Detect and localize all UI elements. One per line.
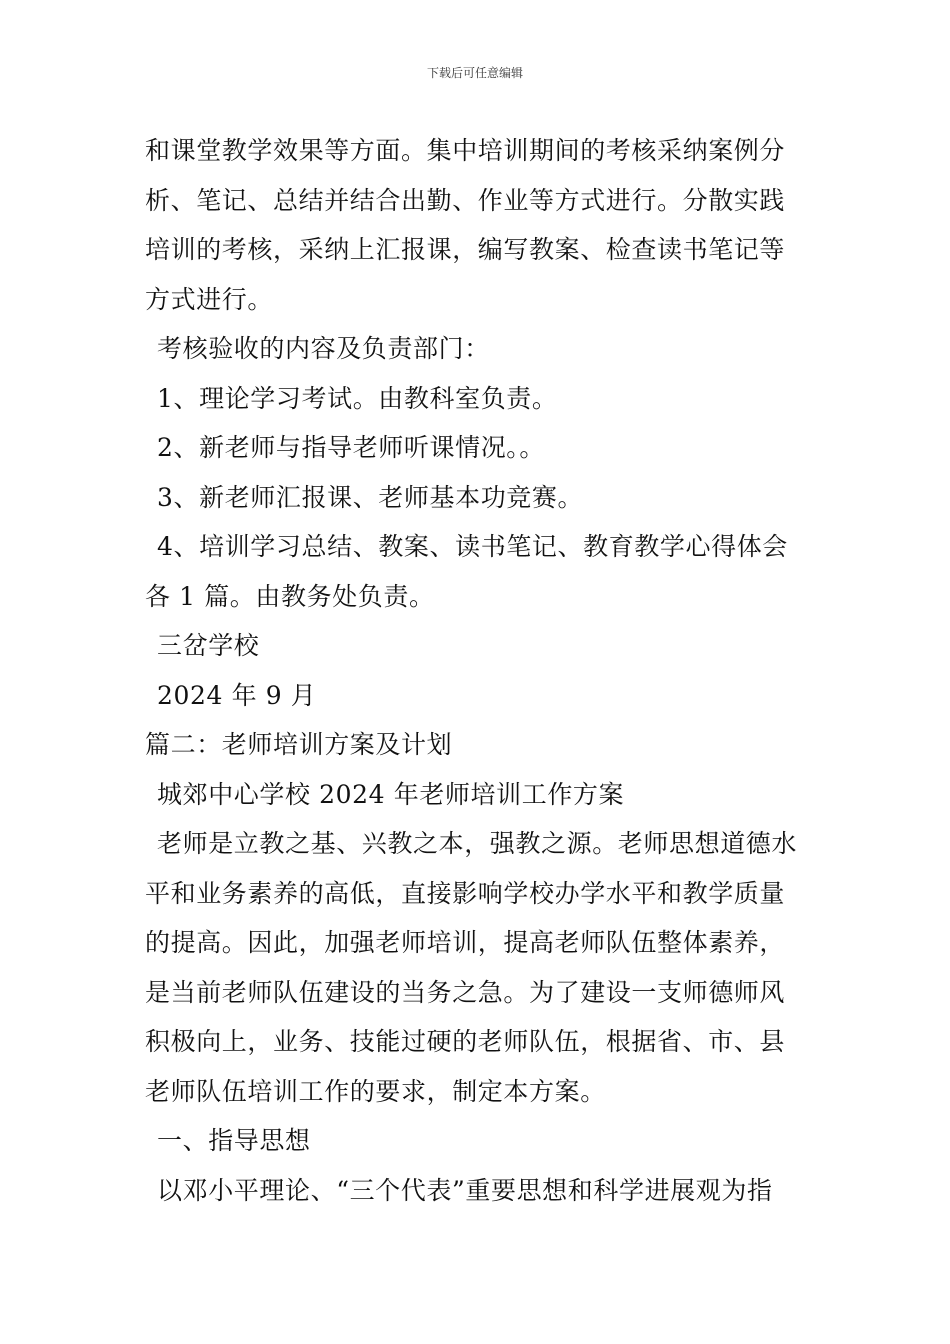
body-line: 培训的考核，采纳上汇报课，编写教案、检查读书笔记等: [145, 235, 786, 264]
signature-school: 三岔学校: [157, 631, 260, 660]
signature-date: 2024 年 9 月: [157, 680, 317, 710]
body-line: 方式进行。: [145, 284, 274, 314]
body-line: 的提高。因此，加强老师培训，提高老师队伍整体素养，: [145, 928, 786, 957]
body-line: 老师队伍培训工作的要求，制定本方案。: [145, 1076, 606, 1106]
list-item: 2、新老师与指导老师听课情况。。: [157, 433, 546, 462]
list-item: 1、理论学习考试。由教科室负责。: [157, 383, 558, 413]
body-line: 平和业务素养的高低，直接影响学校办学水平和教学质量: [145, 878, 786, 908]
body-line: 积极向上，业务、技能过硬的老师队伍，根据省、市、县: [145, 1027, 786, 1056]
list-item: 3、新老师汇报课、老师基本功竞赛。: [157, 482, 584, 512]
list-item: 4、培训学习总结、教案、读书笔记、教育教学心得体会: [157, 532, 788, 561]
page-header-note: 下载后可任意编辑: [426, 66, 523, 80]
subsection-heading: 一、指导思想: [157, 1126, 311, 1155]
list-item-continuation: 各 1 篇。由教务处负责。: [145, 581, 435, 611]
section-title: 篇二：老师培训方案及计划: [145, 730, 453, 759]
assessment-heading: 考核验收的内容及负责部门：: [157, 334, 490, 363]
document-title: 城郊中心学校 2024 年老师培训工作方案: [157, 779, 625, 809]
body-line: 是当前老师队伍建设的当务之急。为了建设一支师德师风: [145, 977, 786, 1007]
body-line: 析、笔记、总结并结合出勤、作业等方式进行。分散实践: [145, 185, 786, 215]
body-line: 老师是立教之基、兴教之本，强教之源。老师思想道德水: [157, 829, 798, 858]
body-line: 和课堂教学效果等方面。集中培训期间的考核采纳案例分: [145, 136, 786, 165]
document-body: [145, 126, 810, 1215]
body-line: 以邓小平理论、“三个代表”重要思想和科学进展观为指: [157, 1175, 773, 1205]
